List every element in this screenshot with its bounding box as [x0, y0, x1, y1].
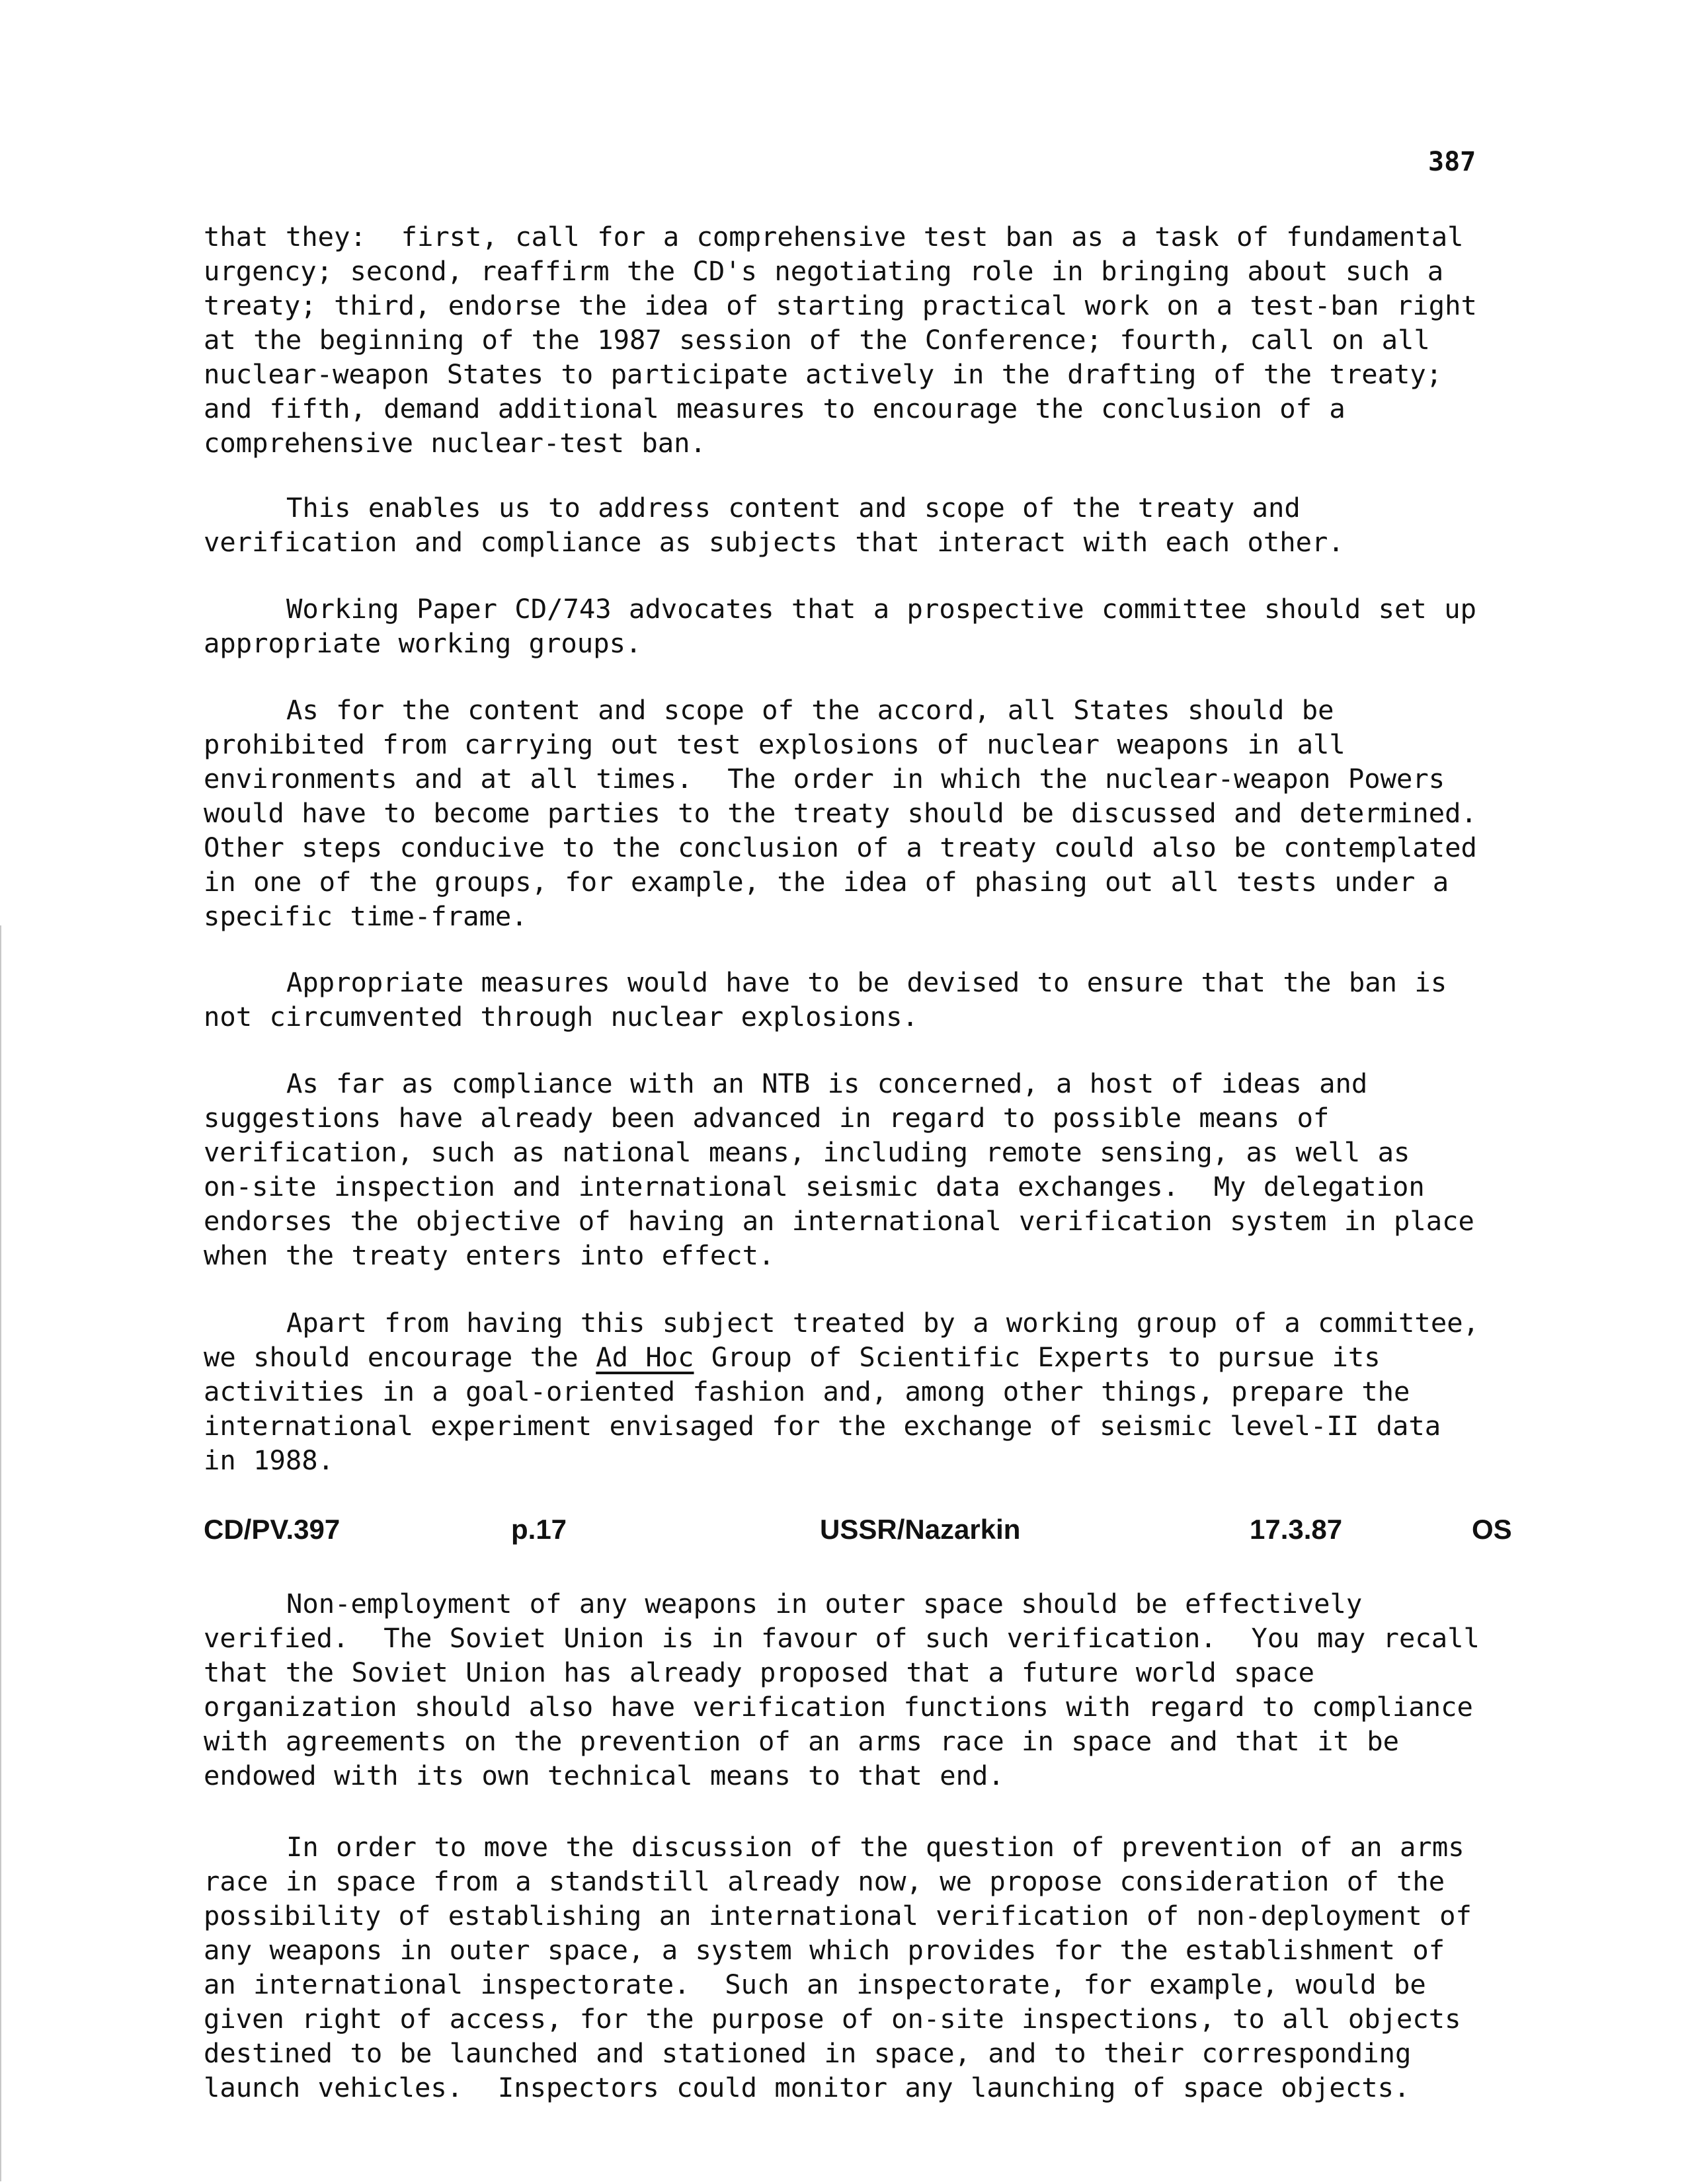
text-line: environments and at all times. The order in which the nuclear-weapon Powers — [204, 763, 1445, 795]
text-line: and fifth, demand additional measures to encourage the conclusion of a — [204, 393, 1345, 424]
paragraph-2 — [204, 490, 1523, 559]
text-line: Non-employment of any weapons in outer space should be effectively — [286, 1588, 1363, 1619]
paragraph-6 — [204, 1066, 1523, 1272]
text-line: not circumvented through nuclear explosions. — [204, 1001, 918, 1033]
text-line: launch vehicles. Inspectors could monitor any launching of space objects. — [204, 2072, 1410, 2103]
text-line — [204, 1340, 1523, 1374]
text-line: Appropriate measures would have to be devised to ensure that the ban is — [286, 966, 1447, 998]
text-line: prohibited from carrying out test explosions of nuclear weapons in all — [204, 728, 1345, 760]
text-line: Other steps conducive to the conclusion of a treaty could also be contemplated — [204, 832, 1477, 863]
text-line: at the beginning of the 1987 session of the Conference; fourth, call on all — [204, 324, 1430, 356]
text-line: when the treaty enters into effect. — [204, 1239, 775, 1271]
text-line: In order to move the discussion of the question of prevention of an arms — [286, 1831, 1465, 1863]
paragraph-3 — [204, 592, 1523, 660]
text-line: that they: first, call for a comprehensive test ban as a task of fundamental — [204, 221, 1464, 253]
text-line: organization should also have verification functions with regard to compliance — [204, 1691, 1473, 1723]
text-line: specific time-frame. — [204, 900, 528, 932]
text-line: Working Paper CD/743 advocates that a prospective committee should set up — [286, 593, 1476, 625]
text-line: treaty; third, endorse the idea of starting practical work on a test-ban right — [204, 290, 1477, 321]
text-line: possibility of establishing an international verification of non-deployment of — [204, 1900, 1472, 1931]
text-line: suggestions have already been advanced in regard to possible means of — [204, 1102, 1330, 1134]
text-line: appropriate working groups. — [204, 627, 642, 659]
text-line: would have to become parties to the treaty should be discussed and determined. — [204, 797, 1477, 829]
paragraph-5 — [204, 965, 1523, 1034]
text-line: on-site inspection and international seismic data exchanges. My delegation — [204, 1171, 1425, 1202]
text-line: international experiment envisaged for the exchange of seismic level-II data — [204, 1410, 1441, 1442]
text-line: any weapons in outer space, a system which provides for the establishment of — [204, 1934, 1445, 1966]
text-line: an international inspectorate. Such an inspectorate, for example, would be — [204, 1969, 1426, 2000]
ref-page: p.17 — [511, 1514, 567, 1545]
text-line: Apart from having this subject treated by a working group of a committee, — [286, 1307, 1479, 1339]
text-line: comprehensive nuclear-test ban. — [204, 427, 706, 459]
paragraph-4 — [204, 693, 1523, 933]
text-line: destined to be launched and stationed in space, and to their corresponding — [204, 2037, 1412, 2069]
reference-line — [204, 1514, 1523, 1549]
text-line: endorses the objective of having an international verification system in place — [204, 1205, 1474, 1237]
text-line: nuclear-weapon States to participate actively in the drafting of the treaty; — [204, 358, 1443, 390]
text-line: endowed with its own technical means to that end. — [204, 1760, 1004, 1791]
text-line: race in space from a standstill already now, we propose consideration of the — [204, 1865, 1445, 1897]
paragraph-7 — [204, 1306, 1523, 1477]
text-segment: Group of Scientific Experts to pursue its — [694, 1341, 1381, 1373]
ref-document: CD/PV.397 — [204, 1514, 341, 1545]
text-line: verified. The Soviet Union is in favour of such verification. You may recall — [204, 1622, 1480, 1654]
text-line: given right of access, for the purpose of on-site inspections, to all objects — [204, 2003, 1461, 2035]
page-number: 387 — [1428, 147, 1476, 177]
text-line: that the Soviet Union has already proposed that a future world space — [204, 1657, 1315, 1688]
text-line: As far as compliance with an NTB is concerned, a host of ideas and — [286, 1068, 1368, 1099]
text-line: urgency; second, reaffirm the CD's negotiating role in bringing about such a — [204, 255, 1444, 287]
ref-date: 17.3.87 — [1250, 1514, 1343, 1545]
text-line: in 1988. — [204, 1444, 335, 1476]
text-line: This enables us to address content and scope of the treaty and — [286, 492, 1301, 524]
paragraph-8 — [204, 1586, 1523, 1793]
text-line: As for the content and scope of the accord, all States should be — [286, 694, 1334, 726]
text-line: in one of the groups, for example, the idea of phasing out all tests under a — [204, 866, 1449, 898]
text-line: activities in a goal-oriented fashion and, among other things, prepare the — [204, 1376, 1410, 1407]
text-line: verification, such as national means, including remote sensing, as well as — [204, 1136, 1410, 1168]
ref-speaker: USSR/Nazarkin — [820, 1514, 1021, 1545]
paragraph-1 — [204, 219, 1523, 460]
paragraph-9 — [204, 1830, 1523, 2105]
text-line: with agreements on the prevention of an arms race in space and that it be — [204, 1725, 1399, 1757]
ad-hoc-underlined: Ad Hoc — [596, 1341, 694, 1373]
text-segment: we should encourage the — [204, 1341, 596, 1373]
text-line: verification and compliance as subjects that interact with each other. — [204, 526, 1344, 558]
scan-edge-line — [0, 925, 1, 2181]
ref-language: OS — [1472, 1514, 1512, 1545]
